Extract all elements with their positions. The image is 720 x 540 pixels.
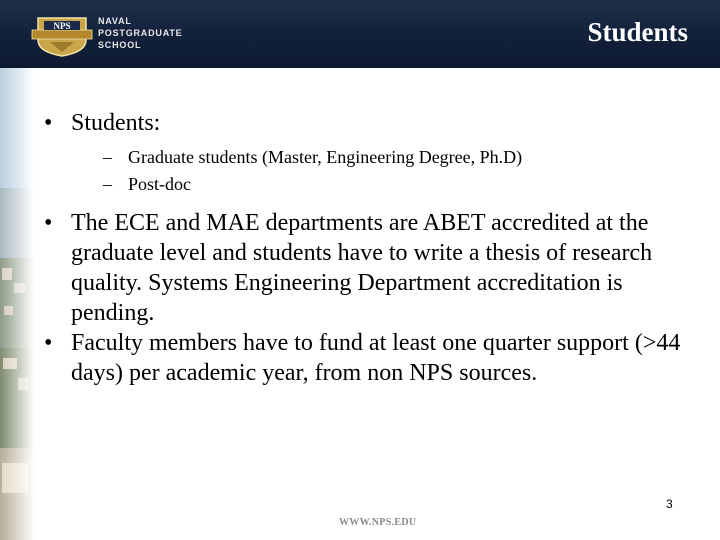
footer-url: WWW.NPS.EDU: [339, 517, 417, 528]
sub-item: [103, 171, 700, 198]
sub-list: [71, 144, 700, 198]
bullet-icon: •: [44, 110, 53, 136]
slide-title: Students: [587, 17, 688, 47]
school-name-line: POSTGRADUATE: [98, 28, 183, 38]
bullet-text: Students:: [71, 110, 161, 136]
campus-photo-strip: [0, 68, 34, 540]
header-bar: [0, 0, 720, 68]
bullet-funding: [44, 328, 700, 388]
bullet-icon: •: [44, 210, 53, 236]
bullet-accreditation: [44, 208, 700, 328]
slide-body: [44, 108, 700, 388]
nps-logo: [30, 10, 94, 58]
bullet-text: Faculty members have to fund at least one quarter support (>44 days) per academic year, from non NPS sources.: [71, 330, 681, 386]
bullet-text: The ECE and MAE departments are ABET accredited at the graduate level and students have to write a thesis of research quality. Systems Engineering Department accreditation is pending.: [71, 210, 653, 326]
bullet-icon: •: [44, 330, 53, 356]
page-number: 3: [666, 497, 673, 511]
sub-item: [103, 144, 700, 171]
dash-icon: –: [103, 174, 112, 194]
school-name-line: SCHOOL: [98, 40, 142, 50]
school-name: [98, 15, 182, 51]
sub-item-text: Post-doc: [128, 174, 191, 194]
school-name-line: NAVAL: [98, 16, 132, 26]
bullet-students: [44, 108, 700, 198]
sub-item-text: Graduate students (Master, Engineering Degree, Ph.D): [128, 147, 523, 167]
svg-text:NPS: NPS: [53, 21, 71, 31]
dash-icon: –: [103, 147, 112, 167]
